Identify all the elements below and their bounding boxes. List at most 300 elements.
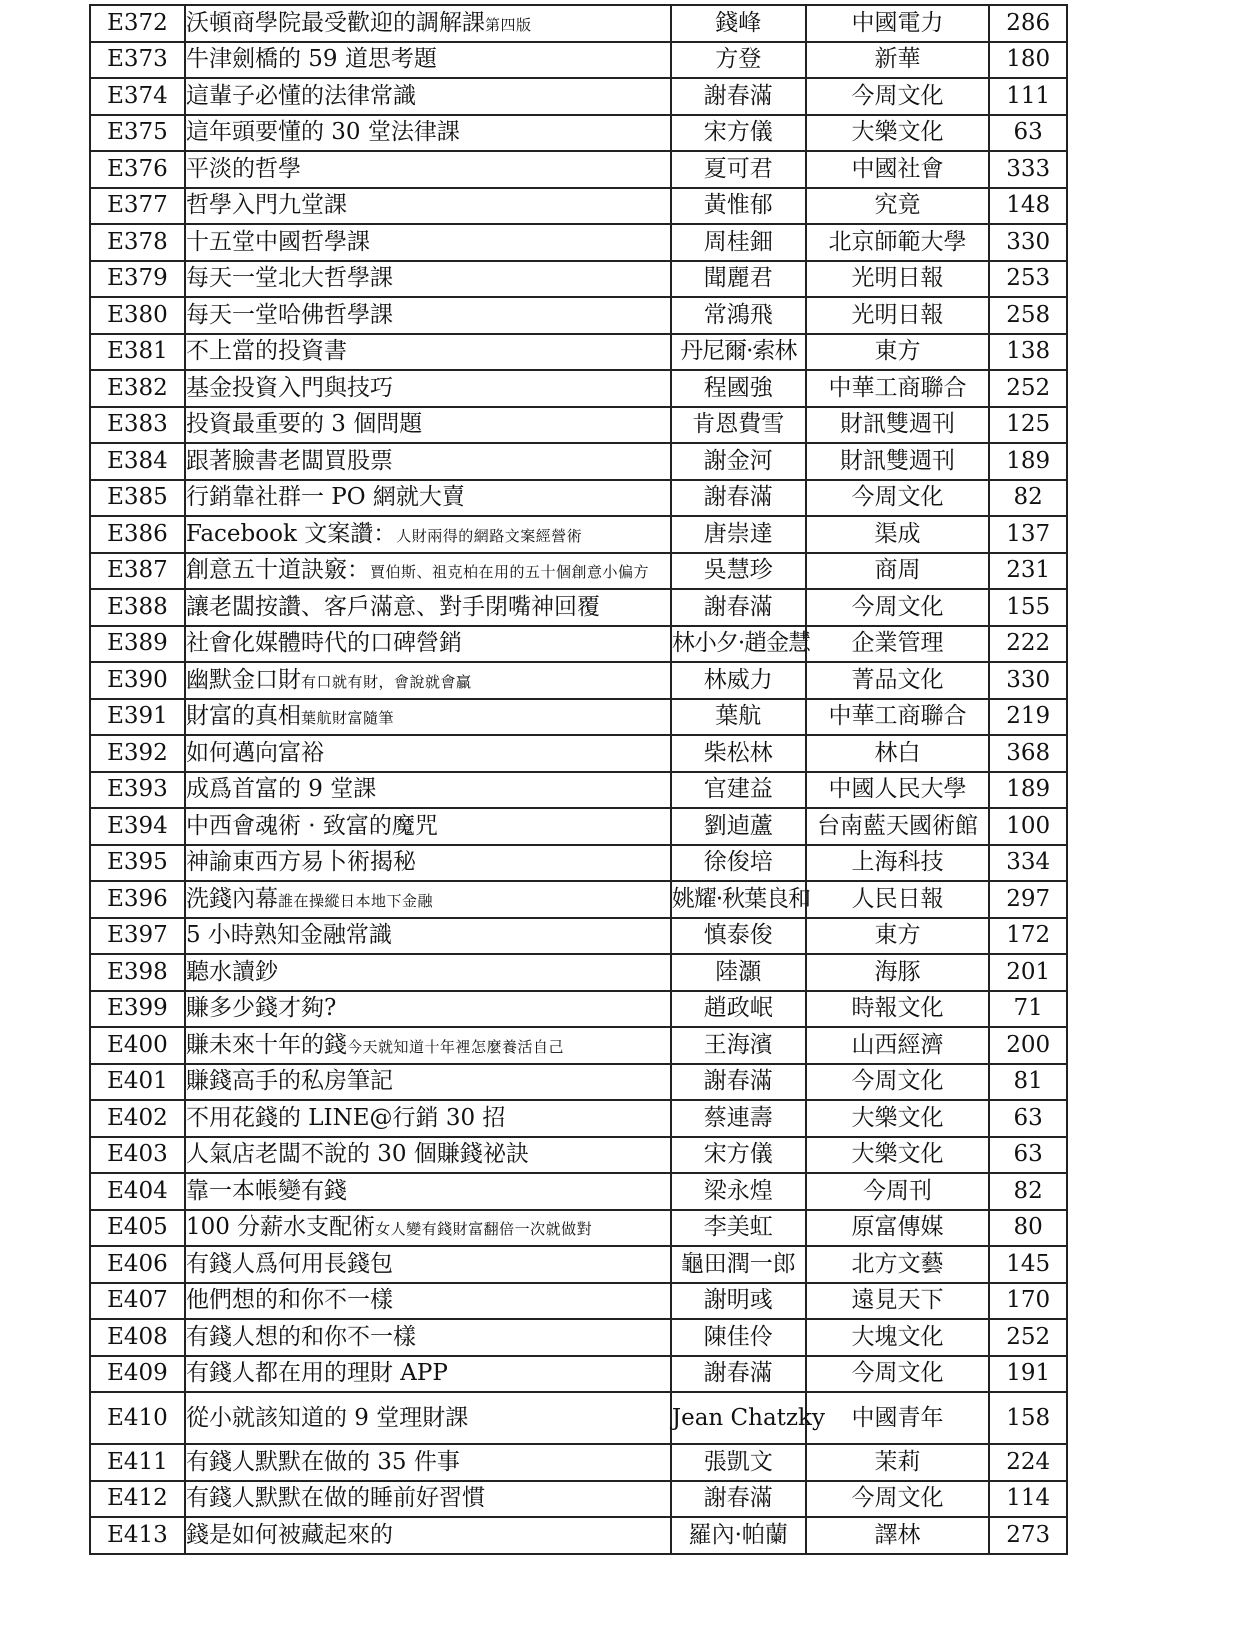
book-id-cell: E413: [90, 1517, 185, 1554]
book-author-cell: 方登: [671, 42, 806, 79]
book-title-cell: [185, 370, 671, 407]
book-author-cell: 謝明彧: [671, 1283, 806, 1320]
book-publisher-cell: 今周文化: [806, 1356, 990, 1393]
book-id-cell: E376: [90, 151, 185, 188]
book-pages-cell: 158: [989, 1392, 1067, 1444]
book-title: 有錢人都在用的理財 APP: [185, 1360, 448, 1387]
book-author-cell: 王海濱: [671, 1027, 806, 1064]
book-publisher-cell: 上海科技: [806, 845, 990, 882]
table-row: [90, 261, 1067, 298]
book-publisher-cell: 新華: [806, 42, 990, 79]
book-id-cell: E380: [90, 297, 185, 334]
book-pages-cell: 333: [989, 151, 1067, 188]
book-title-cell: [185, 1246, 671, 1283]
table-row: [90, 1246, 1067, 1283]
book-pages-cell: 368: [989, 735, 1067, 772]
book-pages-cell: 191: [989, 1356, 1067, 1393]
book-title: 沃頓商學院最受歡迎的調解課: [185, 9, 485, 36]
book-author-cell: 官建益: [671, 772, 806, 809]
book-title-cell: [185, 1064, 671, 1101]
book-subtitle: 人財兩得的網路文案經營術: [396, 526, 583, 545]
book-title-cell: [185, 1137, 671, 1174]
table-row: [90, 1137, 1067, 1174]
table-row: [90, 699, 1067, 736]
table-row: [90, 1064, 1067, 1101]
book-title: 不用花錢的 LINE@行銷 30 招: [185, 1104, 506, 1131]
book-publisher-cell: 財訊雙週刊: [806, 407, 990, 444]
book-title-cell: [185, 1027, 671, 1064]
table-row: [90, 1173, 1067, 1210]
book-publisher-cell: 今周文化: [806, 1481, 990, 1518]
book-pages-cell: 252: [989, 1319, 1067, 1356]
table-row: [90, 5, 1067, 42]
book-pages-cell: 170: [989, 1283, 1067, 1320]
book-author-cell: 程國強: [671, 370, 806, 407]
book-title: 有錢人爲何用長錢包: [185, 1250, 393, 1277]
book-publisher-cell: 人民日報: [806, 881, 990, 918]
book-pages-cell: 172: [989, 918, 1067, 955]
book-id-cell: E375: [90, 115, 185, 152]
book-title: 錢是如何被藏起來的: [185, 1521, 393, 1548]
book-publisher-cell: 渠成: [806, 516, 990, 553]
book-title-cell: [185, 808, 671, 845]
book-pages-cell: 114: [989, 1481, 1067, 1518]
book-id-cell: E406: [90, 1246, 185, 1283]
book-publisher-cell: 中國青年: [806, 1392, 990, 1444]
table-row: [90, 151, 1067, 188]
book-author-cell: 謝春滿: [671, 1064, 806, 1101]
book-id-cell: E410: [90, 1392, 185, 1444]
book-publisher-cell: 時報文化: [806, 991, 990, 1028]
book-pages-cell: 286: [989, 5, 1067, 42]
book-title: 平淡的哲學: [185, 155, 301, 182]
book-publisher-cell: 北方文藝: [806, 1246, 990, 1283]
book-title: 神諭東西方易卜術揭秘: [185, 849, 416, 876]
book-publisher-cell: 北京師範大學: [806, 224, 990, 261]
book-publisher-cell: 山西經濟: [806, 1027, 990, 1064]
book-id-cell: E403: [90, 1137, 185, 1174]
book-title: 聽水讀鈔: [185, 958, 278, 985]
book-title: 有錢人想的和你不一樣: [185, 1323, 416, 1350]
book-id-cell: E402: [90, 1100, 185, 1137]
table-row: [90, 42, 1067, 79]
book-id-cell: E373: [90, 42, 185, 79]
book-author-cell: 宋方儀: [671, 115, 806, 152]
book-pages-cell: 222: [989, 626, 1067, 663]
table-row: [90, 772, 1067, 809]
table-row: [90, 1283, 1067, 1320]
book-id-cell: E394: [90, 808, 185, 845]
book-title: 有錢人默默在做的睡前好習慣: [185, 1485, 485, 1512]
book-title: 他們想的和你不一樣: [185, 1287, 393, 1314]
book-title: 賺多少錢才夠?: [185, 995, 337, 1022]
book-title-cell: [185, 699, 671, 736]
book-author-cell: 林小夕·趙金慧: [671, 626, 806, 663]
book-id-cell: E386: [90, 516, 185, 553]
table-row: [90, 1517, 1067, 1554]
book-publisher-cell: 今周文化: [806, 480, 990, 517]
book-title-cell: [185, 115, 671, 152]
book-title-cell: [185, 845, 671, 882]
book-id-cell: E400: [90, 1027, 185, 1064]
book-publisher-cell: 商周: [806, 553, 990, 590]
book-author-cell: 趙政岷: [671, 991, 806, 1028]
book-id-cell: E409: [90, 1356, 185, 1393]
book-id-cell: E412: [90, 1481, 185, 1518]
table-row: [90, 115, 1067, 152]
book-title-cell: [185, 407, 671, 444]
book-publisher-cell: 今周文化: [806, 78, 990, 115]
book-pages-cell: 180: [989, 42, 1067, 79]
book-publisher-cell: 光明日報: [806, 297, 990, 334]
book-title: 有錢人默默在做的 35 件事: [185, 1448, 460, 1475]
book-title-cell: [185, 881, 671, 918]
book-title: 賺未來十年的錢: [185, 1031, 347, 1058]
book-publisher-cell: 林白: [806, 735, 990, 772]
table-row: [90, 516, 1067, 553]
book-pages-cell: 258: [989, 297, 1067, 334]
book-title: 社會化媒體時代的口碑營銷: [185, 630, 462, 657]
book-publisher-cell: 茉莉: [806, 1444, 990, 1481]
book-title-cell: [185, 1392, 671, 1444]
book-id-cell: E388: [90, 589, 185, 626]
book-publisher-cell: 中華工商聯合: [806, 370, 990, 407]
table-row: [90, 1444, 1067, 1481]
book-title-cell: [185, 553, 671, 590]
book-pages-cell: 189: [989, 443, 1067, 480]
book-id-cell: E391: [90, 699, 185, 736]
table-row: [90, 1319, 1067, 1356]
book-title-cell: [185, 1173, 671, 1210]
book-id-cell: E385: [90, 480, 185, 517]
book-author-cell: 謝春滿: [671, 1481, 806, 1518]
book-title: 賺錢高手的私房筆記: [185, 1068, 393, 1095]
book-pages-cell: 137: [989, 516, 1067, 553]
book-pages-cell: 63: [989, 1100, 1067, 1137]
book-publisher-cell: 今周文化: [806, 589, 990, 626]
book-author-cell: 夏可君: [671, 151, 806, 188]
book-id-cell: E382: [90, 370, 185, 407]
book-pages-cell: 330: [989, 224, 1067, 261]
table-row: [90, 334, 1067, 371]
book-title: 十五堂中國哲學課: [185, 228, 370, 255]
book-pages-cell: 273: [989, 1517, 1067, 1554]
book-title-cell: [185, 772, 671, 809]
book-publisher-cell: 大樂文化: [806, 115, 990, 152]
book-author-cell: 宋方儀: [671, 1137, 806, 1174]
book-title: 洗錢內幕: [185, 885, 278, 912]
book-pages-cell: 200: [989, 1027, 1067, 1064]
book-author-cell: 聞麗君: [671, 261, 806, 298]
table-row: [90, 407, 1067, 444]
book-id-cell: E396: [90, 881, 185, 918]
book-author-cell: 謝春滿: [671, 78, 806, 115]
book-publisher-cell: 中國社會: [806, 151, 990, 188]
book-title: 從小就該知道的 9 堂理財課: [185, 1404, 469, 1431]
book-author-cell: 李美虹: [671, 1210, 806, 1247]
book-author-cell: 謝春滿: [671, 480, 806, 517]
table-row: [90, 480, 1067, 517]
book-id-cell: E392: [90, 735, 185, 772]
book-title: 這輩子必懂的法律常識: [185, 82, 416, 109]
table-row: [90, 881, 1067, 918]
book-id-cell: E397: [90, 918, 185, 955]
book-title: 成爲首富的 9 堂課: [185, 776, 377, 803]
book-pages-cell: 252: [989, 370, 1067, 407]
table-row: [90, 370, 1067, 407]
book-title: 跟著臉書老闆買股票: [185, 447, 393, 474]
book-author-cell: 徐俊培: [671, 845, 806, 882]
table-row: [90, 626, 1067, 663]
book-author-cell: 常鴻飛: [671, 297, 806, 334]
table-row: [90, 1100, 1067, 1137]
book-pages-cell: 81: [989, 1064, 1067, 1101]
book-title-cell: [185, 261, 671, 298]
book-title-cell: [185, 224, 671, 261]
table-row: [90, 845, 1067, 882]
book-title: 不上當的投資書: [185, 338, 347, 365]
book-author-cell: 陳佳伶: [671, 1319, 806, 1356]
book-pages-cell: 100: [989, 808, 1067, 845]
book-author-cell: 慎泰俊: [671, 918, 806, 955]
book-title: 哲學入門九堂課: [185, 192, 347, 219]
book-title-cell: [185, 188, 671, 225]
book-id-cell: E387: [90, 553, 185, 590]
book-title-cell: [185, 1444, 671, 1481]
book-title-cell: [185, 662, 671, 699]
book-subtitle: 賈伯斯、祖克柏在用的五十個創意小偏方: [369, 563, 649, 582]
book-publisher-cell: 台南藍天國術館: [806, 808, 990, 845]
book-title: 100 分薪水支配術: [185, 1214, 376, 1241]
book-author-cell: 龜田潤一郎: [671, 1246, 806, 1283]
book-publisher-cell: 東方: [806, 918, 990, 955]
book-author-cell: 吳慧珍: [671, 553, 806, 590]
book-title: 行銷靠社群一 PO 網就大賣: [185, 484, 465, 511]
table-row: [90, 188, 1067, 225]
book-title-cell: [185, 42, 671, 79]
table-row: [90, 1392, 1067, 1444]
table-row: [90, 954, 1067, 991]
book-id-cell: E389: [90, 626, 185, 663]
book-id-cell: E393: [90, 772, 185, 809]
book-id-cell: E379: [90, 261, 185, 298]
book-publisher-cell: 財訊雙週刊: [806, 443, 990, 480]
book-pages-cell: 231: [989, 553, 1067, 590]
book-id-cell: E384: [90, 443, 185, 480]
book-publisher-cell: 原富傳媒: [806, 1210, 990, 1247]
book-title-cell: [185, 1481, 671, 1518]
table-row: [90, 662, 1067, 699]
book-id-cell: E372: [90, 5, 185, 42]
book-pages-cell: 189: [989, 772, 1067, 809]
book-pages-cell: 148: [989, 188, 1067, 225]
table-row: [90, 443, 1067, 480]
book-title: 人氣店老闆不說的 30 個賺錢祕訣: [185, 1141, 529, 1168]
book-id-cell: E383: [90, 407, 185, 444]
book-author-cell: 陸灝: [671, 954, 806, 991]
book-title: 每天一堂哈佛哲學課: [185, 301, 393, 328]
table-row: [90, 991, 1067, 1028]
book-title: 5 小時熟知金融常識: [185, 922, 392, 949]
table-row: [90, 808, 1067, 845]
book-author-cell: 姚耀·秋葉良和: [671, 881, 806, 918]
book-id-cell: E378: [90, 224, 185, 261]
book-id-cell: E401: [90, 1064, 185, 1101]
book-author-cell: 唐崇達: [671, 516, 806, 553]
book-title-cell: [185, 1100, 671, 1137]
book-title-cell: [185, 589, 671, 626]
book-title-cell: [185, 297, 671, 334]
table-row: [90, 1210, 1067, 1247]
book-pages-cell: 82: [989, 1173, 1067, 1210]
book-title-cell: [185, 1517, 671, 1554]
book-publisher-cell: 大樂文化: [806, 1100, 990, 1137]
book-subtitle: 第四版: [484, 15, 532, 34]
book-pages-cell: 82: [989, 480, 1067, 517]
book-publisher-cell: 究竟: [806, 188, 990, 225]
book-id-cell: E399: [90, 991, 185, 1028]
book-author-cell: 羅內·帕蘭: [671, 1517, 806, 1554]
book-author-cell: 錢峰: [671, 5, 806, 42]
book-id-cell: E405: [90, 1210, 185, 1247]
book-title: 靠一本帳變有錢: [185, 1177, 347, 1204]
book-title-cell: [185, 735, 671, 772]
book-publisher-cell: 企業管理: [806, 626, 990, 663]
book-publisher-cell: 海豚: [806, 954, 990, 991]
book-author-cell: 黃惟郁: [671, 188, 806, 225]
book-title-cell: [185, 954, 671, 991]
book-id-cell: E395: [90, 845, 185, 882]
book-publisher-cell: 大塊文化: [806, 1319, 990, 1356]
book-author-cell: 周桂鈿: [671, 224, 806, 261]
book-id-cell: E390: [90, 662, 185, 699]
book-pages-cell: 224: [989, 1444, 1067, 1481]
book-author-cell: 謝春滿: [671, 589, 806, 626]
book-id-cell: E381: [90, 334, 185, 371]
book-pages-cell: 145: [989, 1246, 1067, 1283]
book-author-cell: 柴松林: [671, 735, 806, 772]
book-publisher-cell: 中國人民大學: [806, 772, 990, 809]
book-list-body: [90, 5, 1067, 1554]
table-row: [90, 1356, 1067, 1393]
book-pages-cell: 219: [989, 699, 1067, 736]
book-pages-cell: 253: [989, 261, 1067, 298]
table-row: [90, 553, 1067, 590]
book-title-cell: [185, 480, 671, 517]
book-author-cell: 蔡連壽: [671, 1100, 806, 1137]
book-title: 財富的真相: [185, 703, 301, 730]
book-pages-cell: 155: [989, 589, 1067, 626]
book-pages-cell: 334: [989, 845, 1067, 882]
table-row: [90, 224, 1067, 261]
book-pages-cell: 330: [989, 662, 1067, 699]
book-id-cell: E404: [90, 1173, 185, 1210]
book-author-cell: 肯恩費雪: [671, 407, 806, 444]
book-publisher-cell: 譯林: [806, 1517, 990, 1554]
book-title-cell: [185, 1283, 671, 1320]
book-author-cell: 葉航: [671, 699, 806, 736]
table-row: [90, 78, 1067, 115]
book-author-cell: 梁永煌: [671, 1173, 806, 1210]
book-title-cell: [185, 1319, 671, 1356]
table-row: [90, 1481, 1067, 1518]
book-title: 這年頭要懂的 30 堂法律課: [185, 119, 460, 146]
book-author-cell: 謝春滿: [671, 1356, 806, 1393]
book-pages-cell: 201: [989, 954, 1067, 991]
book-subtitle: 誰在操縱日本地下金融: [277, 891, 433, 910]
book-subtitle: 有口就有財，會說就會贏: [300, 672, 472, 691]
book-subtitle: 今天就知道十年裡怎麼養活自己: [346, 1037, 564, 1056]
table-row: [90, 589, 1067, 626]
book-pages-cell: 80: [989, 1210, 1067, 1247]
book-id-cell: E411: [90, 1444, 185, 1481]
book-title: 創意五十道訣竅：: [185, 557, 370, 584]
table-row: [90, 918, 1067, 955]
book-pages-cell: 71: [989, 991, 1067, 1028]
table-row: [90, 735, 1067, 772]
table-row: [90, 1027, 1067, 1064]
book-title-cell: [185, 78, 671, 115]
book-id-cell: E374: [90, 78, 185, 115]
book-pages-cell: 63: [989, 1137, 1067, 1174]
book-title-cell: [185, 151, 671, 188]
book-title: Facebook 文案讚：: [185, 520, 397, 547]
book-title: 牛津劍橋的 59 道思考題: [185, 46, 437, 73]
book-publisher-cell: 今周文化: [806, 1064, 990, 1101]
book-title-cell: [185, 516, 671, 553]
table-row: [90, 297, 1067, 334]
book-pages-cell: 138: [989, 334, 1067, 371]
book-id-cell: E398: [90, 954, 185, 991]
book-id-cell: E377: [90, 188, 185, 225]
book-publisher-cell: 中華工商聯合: [806, 699, 990, 736]
book-pages-cell: 297: [989, 881, 1067, 918]
book-publisher-cell: 遠見天下: [806, 1283, 990, 1320]
book-title: 每天一堂北大哲學課: [185, 265, 393, 292]
book-subtitle: 女人變有錢財富翻倍一次就做對: [375, 1220, 593, 1239]
book-author-cell: 丹尼爾·索林: [671, 334, 806, 371]
book-title: 投資最重要的 3 個問題: [185, 411, 423, 438]
book-publisher-cell: 今周刊: [806, 1173, 990, 1210]
book-title: 幽默金口財: [185, 666, 301, 693]
book-publisher-cell: 光明日報: [806, 261, 990, 298]
book-author-cell: Jean Chatzky: [671, 1392, 806, 1444]
book-pages-cell: 125: [989, 407, 1067, 444]
book-title-cell: [185, 334, 671, 371]
book-id-cell: E407: [90, 1283, 185, 1320]
book-publisher-cell: 中國電力: [806, 5, 990, 42]
book-id-cell: E408: [90, 1319, 185, 1356]
book-title: 讓老闆按讚、客戶滿意、對手閉嘴神回覆: [185, 593, 600, 620]
book-title-cell: [185, 991, 671, 1028]
book-title-cell: [185, 626, 671, 663]
book-author-cell: 林威力: [671, 662, 806, 699]
book-title-cell: [185, 443, 671, 480]
book-title-cell: [185, 5, 671, 42]
book-title-cell: [185, 918, 671, 955]
book-publisher-cell: 菁品文化: [806, 662, 990, 699]
book-publisher-cell: 大樂文化: [806, 1137, 990, 1174]
book-title: 中西會魂術 · 致富的魔咒: [185, 812, 438, 839]
book-pages-cell: 111: [989, 78, 1067, 115]
book-subtitle: 葉航財富隨筆: [300, 709, 394, 728]
book-author-cell: 劉逌蘆: [671, 808, 806, 845]
book-title: 基金投資入門與技巧: [185, 374, 393, 401]
book-title-cell: [185, 1210, 671, 1247]
book-publisher-cell: 東方: [806, 334, 990, 371]
book-pages-cell: 63: [989, 115, 1067, 152]
book-list-table: [89, 4, 1068, 1555]
